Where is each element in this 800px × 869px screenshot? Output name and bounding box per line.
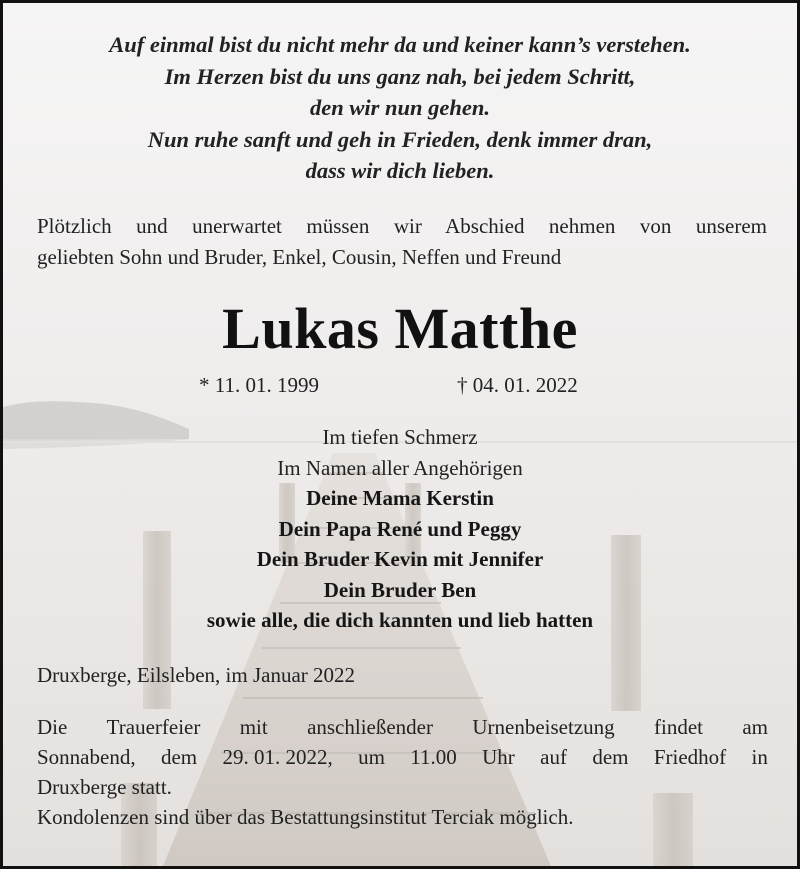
notice-word: auf [540, 745, 567, 769]
notice-word: in [751, 745, 768, 769]
poem-line: Auf einmal bist du nicht mehr da und keiner kann’s verstehen. [109, 32, 691, 57]
notice-line [37, 742, 768, 772]
intro-text [37, 211, 767, 273]
notice-word: am [742, 715, 768, 739]
place-and-date: Druxberge, Eilsleben, im Januar 2022 [37, 663, 356, 687]
birth-date: * 11. 01. 1999 [199, 373, 319, 397]
notice-word: Uhr [482, 745, 515, 769]
notice-word: Die [37, 715, 68, 739]
mourner-name: sowie alle, die dich kannten und lieb hatten [206, 608, 594, 632]
funeral-notice [37, 712, 768, 832]
notice-word: dem [160, 745, 198, 769]
mourners-line: Im Namen aller Angehörigen [277, 455, 523, 480]
poem-line: Im Herzen bist du uns ganz nah, bei jedem Schritt, [164, 63, 636, 89]
notice-word: Friedhof [653, 745, 727, 769]
notice-word: 11.00 [410, 745, 457, 769]
condolence-line: Kondolenzen sind über das Bestattungsinstitut Terciak möglich. [37, 805, 574, 829]
mourner-name: Dein Bruder Ben [323, 577, 477, 602]
mourners-line: Im tiefen Schmerz [322, 425, 478, 449]
notice-word: Sonnabend, [37, 745, 136, 769]
notice-word: findet [654, 715, 703, 739]
mourners-block [3, 422, 797, 636]
notice-line [37, 712, 768, 742]
notice-word: Trauerfeier [106, 715, 201, 739]
notice-word: dem [592, 745, 629, 769]
deceased-name: Lukas Matthe [222, 296, 578, 361]
intro-line: Plötzlich und unerwartet müssen wir Abschied nehmen von unserem [37, 214, 767, 238]
poem-line: den wir nun gehen. [309, 95, 491, 120]
poem [3, 29, 797, 187]
notice-word: Urnenbeisetzung [472, 715, 615, 739]
notice-word: anschließender [307, 715, 434, 739]
obituary-text [3, 3, 797, 866]
notice-word: mit [239, 715, 268, 739]
death-date: † 04. 01. 2022 [457, 373, 578, 397]
mourner-name: Dein Papa René und Peggy [278, 516, 522, 541]
mourner-name: Dein Bruder Kevin mit Jennifer [256, 547, 544, 571]
mourner-name: Deine Mama Kerstin [306, 486, 494, 510]
poem-line: dass wir dich lieben. [305, 158, 495, 183]
intro-line: geliebten Sohn und Bruder, Enkel, Cousin, Neffen und Freund [37, 245, 562, 269]
poem-line: Nun ruhe sanft und geh in Frieden, denk immer dran, [147, 126, 653, 152]
notice-word: um [358, 745, 385, 769]
notice-word: 29. 01. 2022, [222, 745, 333, 769]
notice-line: Druxberge statt. [37, 775, 172, 799]
